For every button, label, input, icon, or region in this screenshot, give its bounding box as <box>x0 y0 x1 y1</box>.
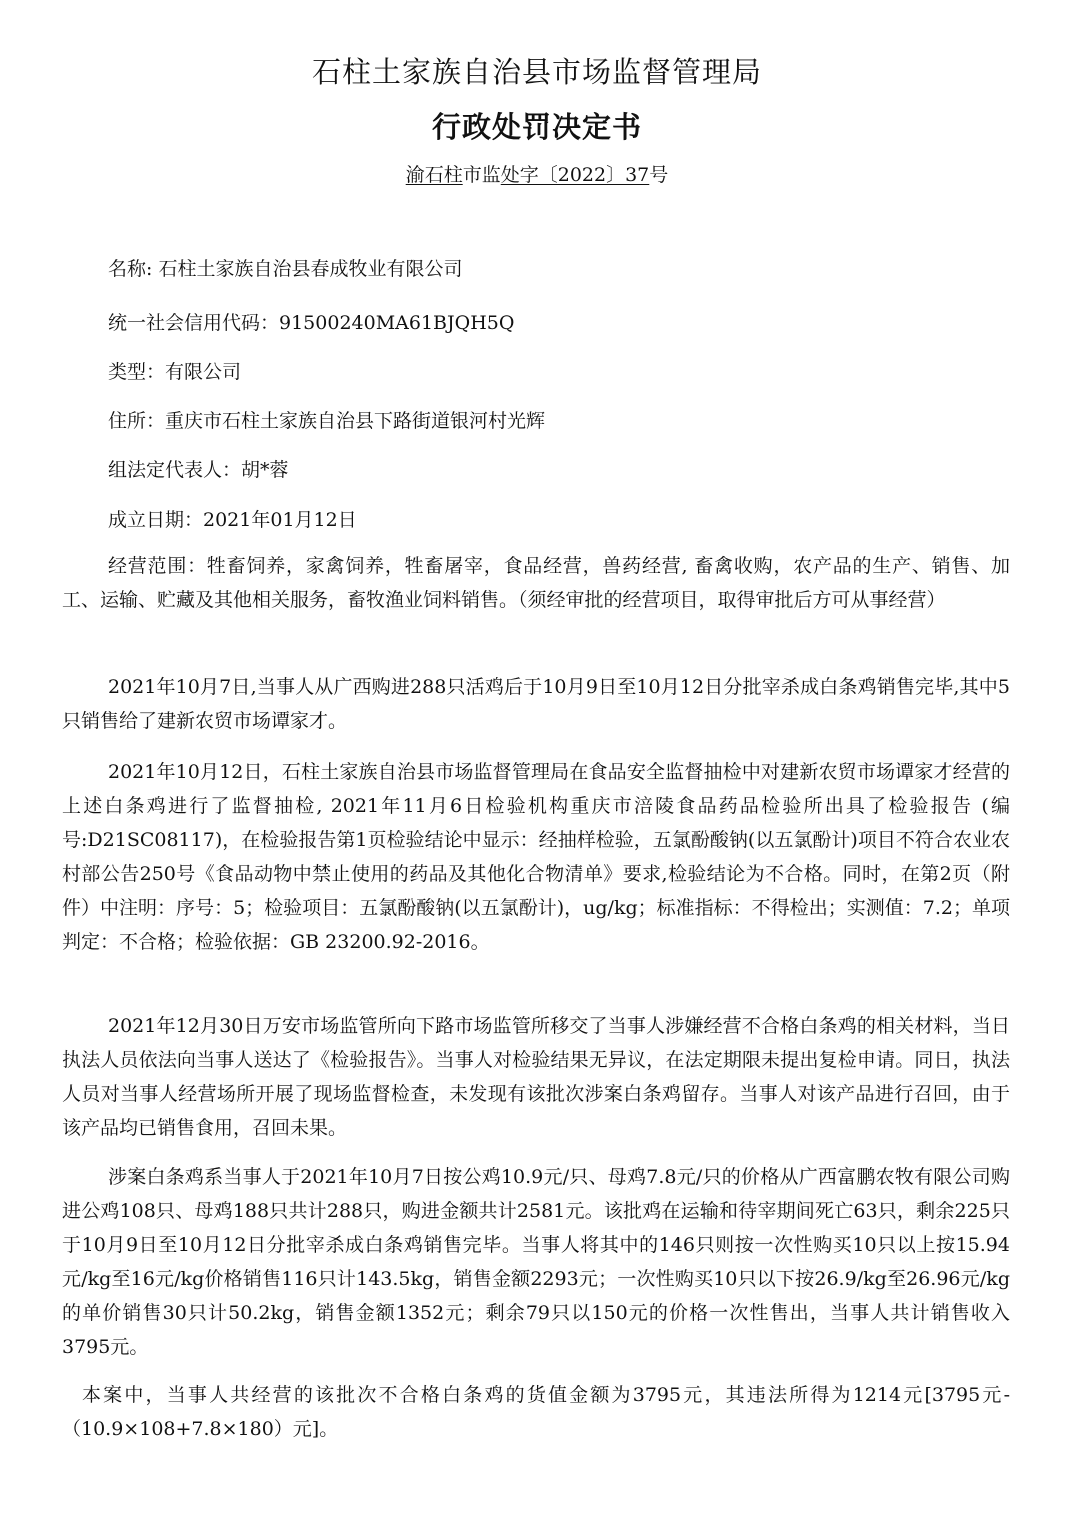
document-number <box>0 160 1074 187</box>
sales-paragraph: 涉案白条鸡系当事人于2021年10月7日按公鸡10.9元/只、母鸡7.8元/只的价格从广西富鹏农牧有限公司购进公鸡108只、母鸡188只共计288只，购进金额共计2581元。该批鸡在运输和待宰期间死亡63只，剩余225只于10月9日至10月12日分批宰杀成白条鸡销售完毕。当事人将其中的146只则按一次性购买10只以上按15.94元/kg至16元/kg价格销售116只计143.5kg，销售金额2293元；一次性购买10只以下按26.9/kg至26.96元/kg的单价销售30只计50.2kg，销售金额1352元；剩余79只以150元的价格一次性售出，当事人共计销售收入3795元。 <box>62 1166 1010 1358</box>
conclusion-paragraph: 本案中，当事人共经营的该批次不合格白条鸡的货值金额为3795元，其违法所得为1214元[3795元-（10.9×108+7.8×180）元]。 <box>62 1384 1010 1440</box>
company-name-field: 名称: 石柱土家族自治县春成牧业有限公司 <box>108 258 463 280</box>
document-number-code: 处字〔2022〕37 <box>500 164 650 186</box>
document-number-mid: 市监 <box>462 164 501 186</box>
document-title: 行政处罚决定书 <box>431 110 642 144</box>
business-scope-paragraph: 经营范围：牲畜饲养，家禽饲养，牲畜屠宰，食品经营，兽药经营, 畜禽收购，农产品的生产、销售、加工、运输、贮藏及其他相关服务，畜牧渔业饲料销售。（须经审批的经营项目，取得审批后方可从事经营） <box>62 555 1010 611</box>
company-type-field: 类型：有限公司 <box>108 361 242 383</box>
document-number-suffix: 号 <box>649 164 669 186</box>
document-number-prefix: 渝石柱 <box>405 164 463 186</box>
purchase-paragraph: 2021年10月7日,当事人从广西购进288只活鸡后于10月9日至10月12日分批宰杀成白条鸡销售完毕,其中5只销售给了建新农贸市场谭家才。 <box>62 676 1010 732</box>
legal-representative-field: 组法定代表人：胡*蓉 <box>108 459 289 481</box>
transfer-paragraph: 2021年12月30日万安市场监管所向下路市场监管所移交了当事人涉嫌经营不合格白条鸡的相关材料，当日执法人员依法向当事人送达了《检验报告》。当事人对检验结果无异议，在法定期限未提出复检申请。同日，执法人员对当事人经营场所开展了现场监督检查，未发现有该批次涉案白条鸡留存。当事人对该产品进行召回，由于该产品均已销售食用，召回未果。 <box>62 1015 1010 1139</box>
address-field: 住所：重庆市石柱土家族自治县下路街道银河村光辉 <box>108 410 546 432</box>
founding-date-field: 成立日期：2021年01月12日 <box>108 509 357 531</box>
agency-name: 石柱土家族自治县市场监督管理局 <box>311 55 762 89</box>
inspection-paragraph: 2021年10月12日，石柱土家族自治县市场监督管理局在食品安全监督抽检中对建新农贸市场谭家才经营的上述白条鸡进行了监督抽检, 2021年11月6日检验机构重庆市涪陵食品药品检验所出具了检验报告 (编号:D21SC08117)，在检验报告第1页检验结论中显示：经抽样检验，五氯酚酸钠(以五氯酚计)项目不符合农业农村部公告250号《食品动物中禁止使用的药品及其他化合物清单》要求,检验结论为不合格。同时，在第2页（附件）中注明：序号：5；检验项目：五氯酚酸钠(以五氯酚计)，ug/kg；标准指标：不得检出；实测值：7.2；单项判定：不合格；检验依据：GB 23200.92-2016。 <box>62 761 1010 953</box>
credit-code-field: 统一社会信用代码：91500240MA61BJQH5Q <box>108 312 515 334</box>
